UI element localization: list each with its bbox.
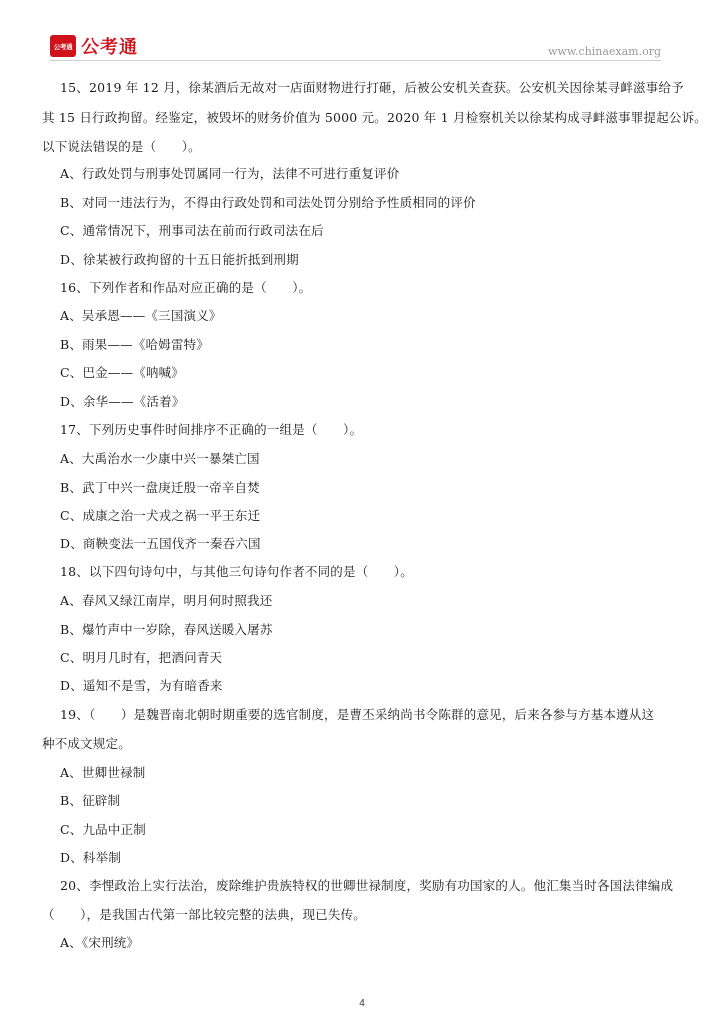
question-15-option-d: D、徐某被行政拘留的十五日能折抵到刑期 — [60, 252, 299, 267]
question-16-text: 16、下列作者和作品对应正确的是（ ）。 — [60, 280, 312, 295]
site-url: www.chinaexam.org — [548, 45, 661, 58]
header-divider — [50, 60, 661, 61]
question-18-option-a: A、春风又绿江南岸，明月何时照我还 — [60, 593, 273, 608]
question-20-text: 20、李悝政治上实行法治，废除维护贵族特权的世卿世禄制度，奖励有功国家的人。他汇集当时各国法律编成 — [60, 878, 674, 893]
question-17-text: 17、下列历史事件时间排序不正确的一组是（ ）。 — [60, 422, 363, 437]
question-15-text: 以下说法错误的是（ ）。 — [42, 139, 201, 154]
question-18-option-c: C、明月几时有，把酒问青天 — [60, 650, 223, 665]
question-16-option-c: C、巴金——《呐喊》 — [60, 365, 185, 380]
logo-badge-icon — [50, 35, 76, 57]
question-20-option-a: A、《宋刑统》 — [60, 935, 140, 950]
question-15-text: 其 15 日行政拘留。经鉴定，被毁坏的财务价值为 5000 元。2020 年 1 月检察机关以徐某构成寻衅滋事罪提起公诉。 — [42, 110, 707, 125]
logo-text: 公考通 — [81, 37, 138, 58]
question-15-option-a: A、行政处罚与刑事处罚属同一行为，法律不可进行重复评价 — [60, 166, 400, 181]
question-19-option-d: D、科举制 — [60, 850, 122, 865]
question-19-option-a: A、世卿世禄制 — [60, 765, 146, 780]
question-15-option-c: C、通常情况下，刑事司法在前而行政司法在后 — [60, 223, 324, 238]
question-17-option-a: A、大禹治水一少康中兴一暴桀亡国 — [60, 451, 260, 466]
question-19-option-c: C、九品中正制 — [60, 822, 146, 837]
question-15-option-b: B、对同一违法行为，不得由行政处罚和司法处罚分别给予性质相同的评价 — [60, 195, 476, 210]
page-number: 4 — [359, 998, 365, 1009]
brand-logo — [50, 33, 138, 59]
question-20-text: （ ），是我国古代第一部比较完整的法典，现已失传。 — [42, 907, 366, 922]
question-18-text: 18、以下四句诗句中，与其他三句诗句作者不同的是（ ）。 — [60, 564, 413, 579]
question-18-option-d: D、遥知不是雪，为有暗香来 — [60, 678, 223, 693]
question-15-text: 15、2019 年 12 月，徐某酒后无故对一店面财物进行打砸，后被公安机关查获。公安机关因徐某寻衅滋事给予 — [60, 80, 684, 95]
question-17-option-d: D、商鞅变法一五国伐齐一秦吞六国 — [60, 536, 261, 551]
question-16-option-a: A、吴承恩——《三国演义》 — [60, 308, 222, 323]
question-19-text: 19、（ ）是魏晋南北朝时期重要的选官制度，是曹丕采纳尚书令陈群的意见，后来各参与方基本遵从这 — [60, 707, 655, 722]
question-19-option-b: B、征辟制 — [60, 793, 121, 808]
logo-badge-text: 公考通 — [53, 42, 73, 51]
question-18-option-b: B、爆竹声中一岁除，春风送暖入屠苏 — [60, 622, 273, 637]
question-16-option-d: D、余华——《活着》 — [60, 394, 185, 409]
question-17-option-b: B、武丁中兴一盘庚迁殷一帝辛自焚 — [60, 480, 260, 495]
question-17-option-c: C、成康之治一犬戎之祸一平王东迁 — [60, 508, 261, 523]
question-16-option-b: B、雨果——《哈姆雷特》 — [60, 337, 210, 352]
question-19-text: 种不成文规定。 — [42, 736, 131, 751]
